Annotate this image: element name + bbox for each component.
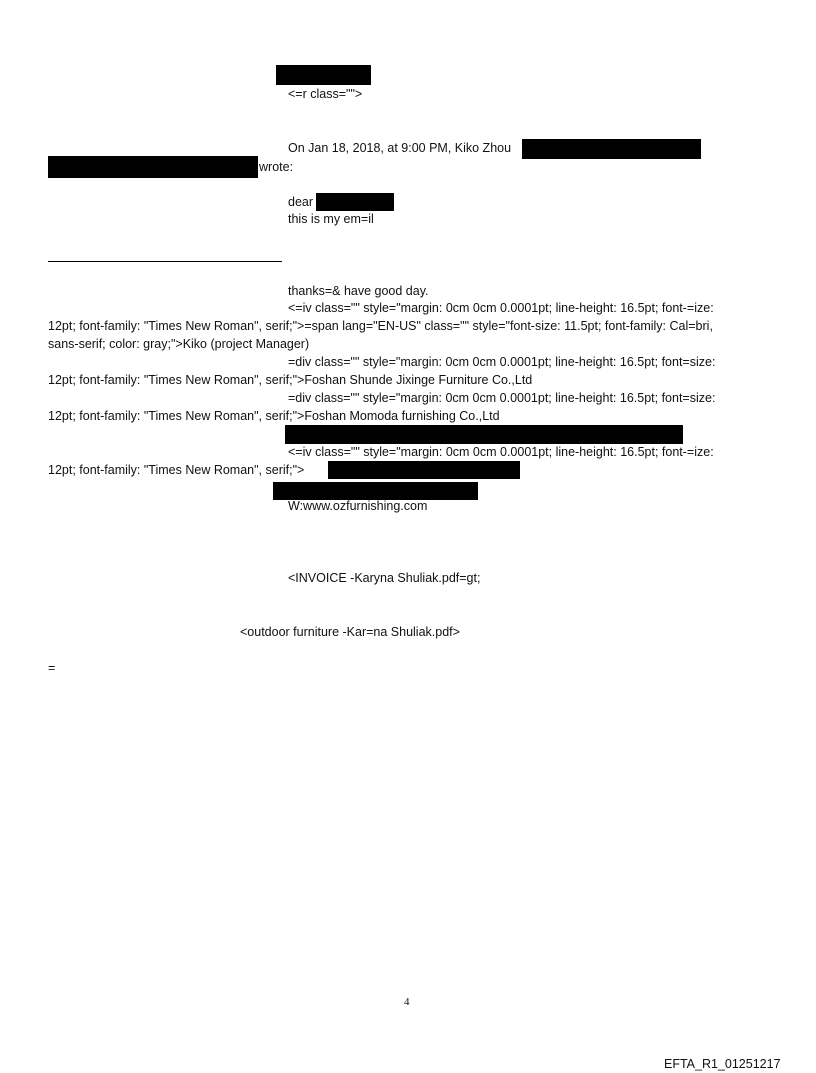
- reply-header-wrote: wrote:: [259, 160, 294, 174]
- reply-header: On Jan 18, 2018, at 9:00 PM, Kiko Zhou: [288, 141, 512, 155]
- html-source-line: =div class="" style="margin: 0cm 0cm 0.0001pt; line-height: 16.5pt; font=size:: [288, 355, 716, 369]
- redaction-block: [328, 461, 520, 479]
- html-source-line: 12pt; font-family: "Times New Roman", serif;">Foshan Momoda furnishing Co.,Ltd: [48, 409, 500, 423]
- body-line: this is my em=il: [288, 212, 374, 226]
- redaction-block: [48, 156, 258, 178]
- attachment-invoice: <INVOICE -Karyna Shuliak.pdf=gt;: [288, 571, 481, 585]
- trailing-equals: =: [48, 661, 56, 675]
- redaction-block: [522, 139, 701, 159]
- html-source-line: 12pt; font-family: "Times New Roman", serif;">: [48, 463, 305, 477]
- html-source-line: 12pt; font-family: "Times New Roman", serif;">Foshan Shunde Jixinge Furniture Co.,Ltd: [48, 373, 533, 387]
- attachment-outdoor: <outdoor furniture -Kar=na Shuliak.pdf>: [240, 625, 460, 639]
- r-class-line: <=r class="">: [288, 87, 363, 101]
- horizontal-rule: [48, 261, 282, 262]
- html-source-line: 12pt; font-family: "Times New Roman", serif;">=span lang="EN-US" class="" style="font-size: 11.5pt; font-family: Cal=bri,: [48, 319, 713, 333]
- redaction-block: [316, 193, 394, 211]
- redaction-block: [276, 65, 371, 85]
- website-line: W:www.ozfurnishing.com: [288, 499, 428, 513]
- html-source-line: <=iv class="" style="margin: 0cm 0cm 0.0001pt; line-height: 16.5pt; font-=ize:: [288, 445, 714, 459]
- page-number: 4: [404, 996, 410, 1008]
- closing-line: thanks=& have good day.: [288, 284, 429, 298]
- html-source-line: =div class="" style="margin: 0cm 0cm 0.0001pt; line-height: 16.5pt; font=size:: [288, 391, 716, 405]
- document-id: EFTA_R1_01251217: [664, 1057, 781, 1071]
- greeting: dear: [288, 195, 314, 209]
- html-source-line: sans-serif; color: gray;">Kiko (project Manager): [48, 337, 310, 351]
- html-source-line: <=iv class="" style="margin: 0cm 0cm 0.0001pt; line-height: 16.5pt; font-=ize:: [288, 301, 714, 315]
- redaction-block: [285, 425, 683, 444]
